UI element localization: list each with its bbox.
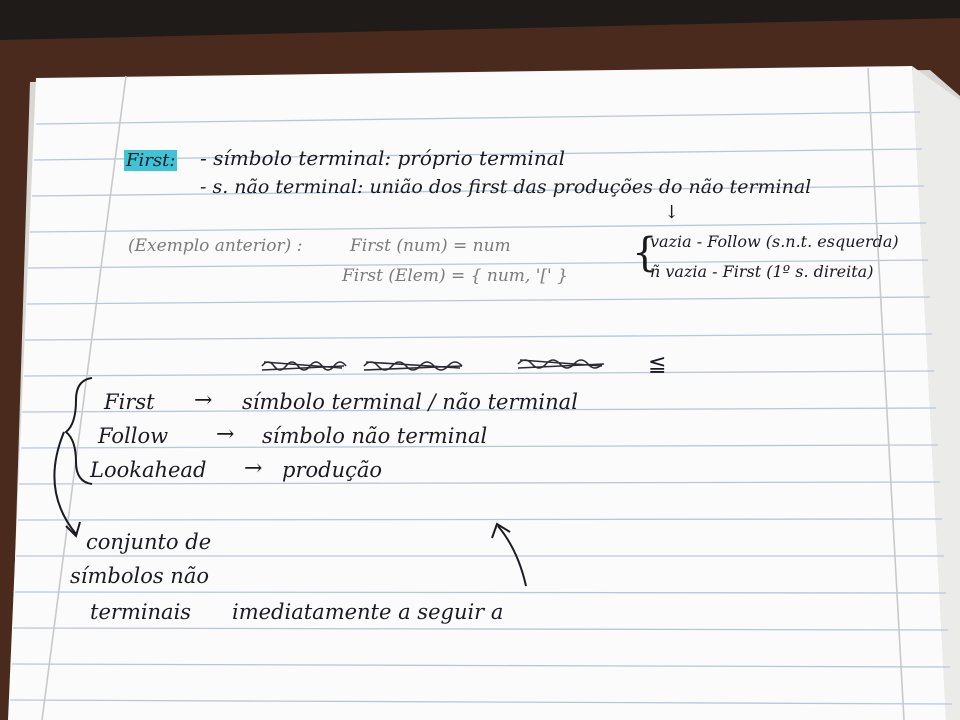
note-line-2: - s. não terminal: união dos first das produções do não terminal [200, 176, 812, 198]
first-elem: First (Elem) = { num, '[' } [342, 266, 568, 286]
list-arrow-lookahead: → [244, 456, 263, 481]
footnote-line-2: símbolos não [70, 564, 209, 588]
list-desc-lookahead: produção [282, 458, 383, 482]
first-num: First (num) = num [350, 236, 511, 256]
list-arrow-first: → [194, 388, 213, 413]
list-desc-follow: símbolo não terminal [262, 424, 488, 448]
example-label: (Exemplo anterior) : [128, 236, 303, 256]
footnote-line-1: conjunto de [86, 530, 212, 554]
vazia-note: vazia - Follow (s.n.t. esquerda) [650, 232, 899, 251]
crossed-symbol: ≦ [648, 352, 667, 377]
list-arrow-follow: → [216, 422, 235, 447]
footnote-line-3b: imediatamente a seguir a [232, 600, 504, 624]
list-desc-first: símbolo terminal / não terminal [242, 390, 578, 414]
list-term-lookahead: Lookahead [90, 458, 207, 482]
down-arrow: ↓ [664, 202, 680, 223]
footnote-line-3a: terminais [90, 600, 192, 624]
nao-vazia-note: ñ vazia - First (1º s. direita) [650, 262, 874, 281]
note-line-1: - símbolo terminal: próprio terminal [200, 146, 566, 170]
list-term-follow: Follow [98, 424, 169, 448]
follow-brace: { [632, 230, 658, 276]
list-term-first: First [104, 390, 155, 414]
first-label [124, 150, 177, 171]
first-label-text: First: [126, 150, 176, 171]
